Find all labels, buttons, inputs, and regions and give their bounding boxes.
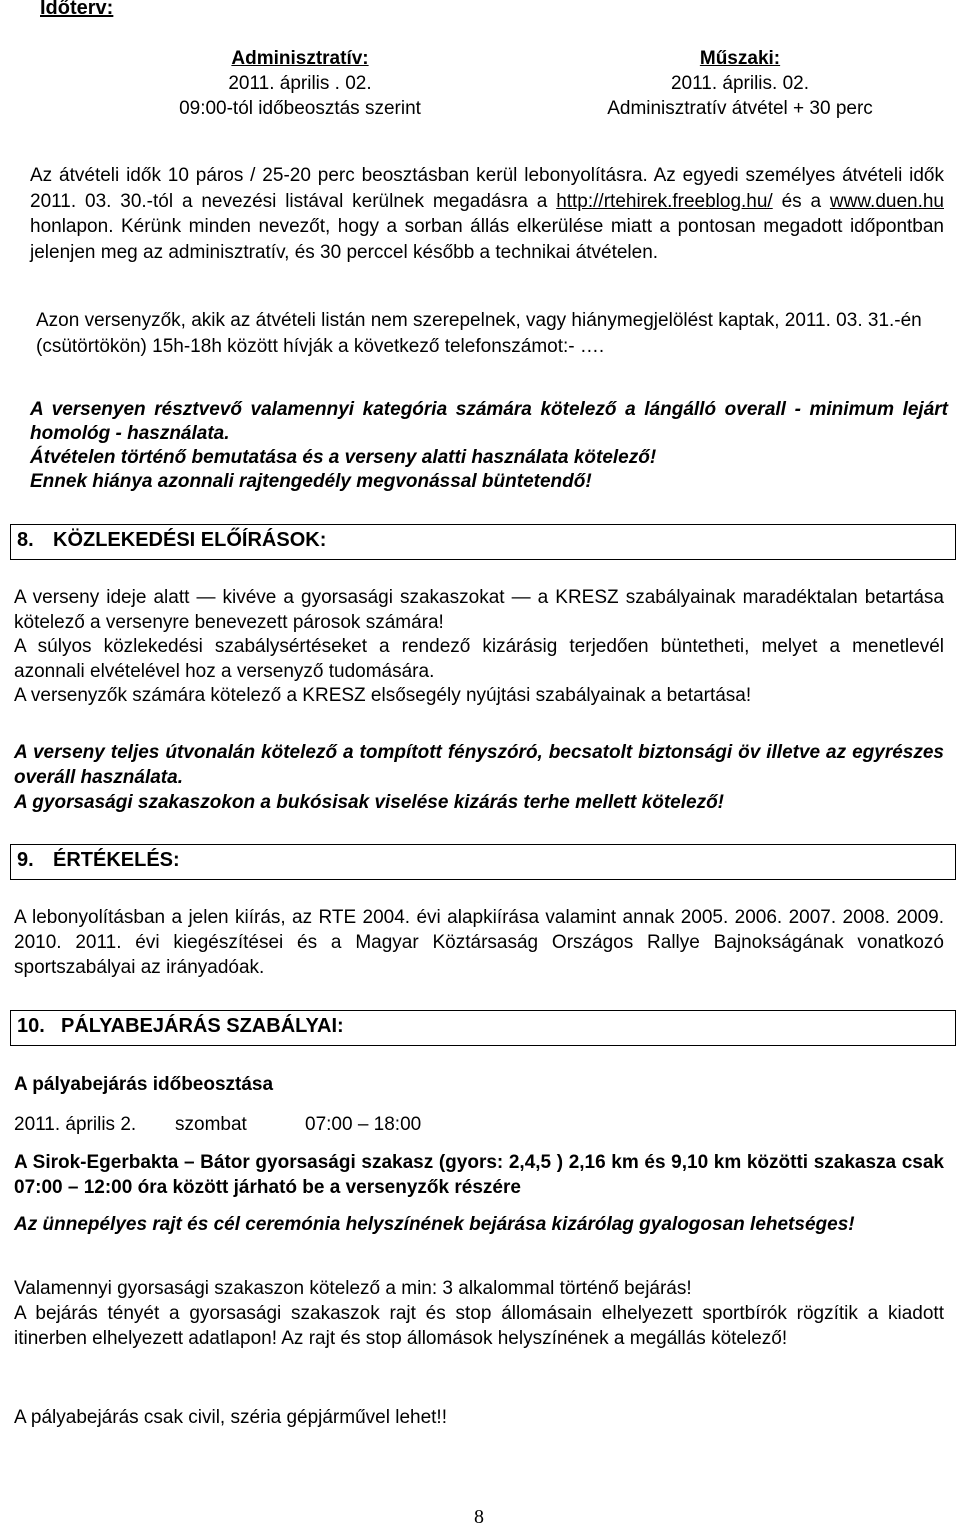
- admin-column: [150, 46, 450, 121]
- section-10-time: 07:00 – 18:00: [305, 1114, 422, 1135]
- tech-column: [550, 46, 930, 121]
- section-8-title: KÖZLEKEDÉSI ELŐÍRÁSOK:: [53, 529, 327, 551]
- section-9-body: A lebonyolításban a jelen kiírás, az RTE 2004. évi alapkiírása valamint annak 2005. 2006. 2007. 2008. 2009. 2010. 2011. évi kiegészítései és a Magyar Köztársaság Országos Rallye Bajnokságának vonatkozó sportszabályai az irányadóak.: [14, 907, 944, 978]
- tech-date: 2011. április. 02.: [670, 73, 809, 94]
- tech-heading: Műszaki:: [699, 48, 781, 69]
- intro-text-b: és a: [772, 190, 830, 212]
- section-10-ceremony-note: Az ünnepélyes rajt és cél ceremónia helyszínének bejárása kizárólag gyalogosan lehetséges!: [14, 1214, 855, 1235]
- admin-time: 09:00-tól időbeosztás szerint: [179, 98, 421, 119]
- page-number: 8: [474, 1506, 484, 1528]
- section-9-title: ÉRTÉKELÉS:: [53, 849, 180, 871]
- intro-text-a: Az átvételi idők 10 páros / 25-20 perc beosztásban kerül lebonyolításra. Az egyedi személyes átvételi idők 2011. 03. 30.-tól a nevezési listával kerülnek megadásra a: [30, 165, 944, 212]
- admin-date: 2011. április . 02.: [228, 73, 372, 94]
- section-10-header: [10, 1010, 956, 1046]
- section-10-subheading: A pályabejárás időbeosztása: [14, 1074, 274, 1095]
- admin-heading: Adminisztratív:: [231, 48, 369, 69]
- schedule-title: Időterv:: [40, 0, 114, 19]
- overall-penalty-line: Ennek hiánya azonnali rajtengedély megvonással büntetendő!: [30, 471, 592, 492]
- intro-paragraph: [30, 163, 944, 265]
- section-10-marshals: A bejárás tényét a gyorsasági szakaszok rajt és stop állomásain elhelyezett sportbírók rögzítik a kiadott itinerben elhelyezett adatlapon! Az rajt és stop állomások helyszínének a megállás kötelező!: [14, 1303, 944, 1349]
- section-8-header: [10, 524, 956, 560]
- tech-time: Adminisztratív átvétel + 30 perc: [607, 98, 873, 119]
- overall-presentation-line: Átvételen történő bemutatása és a verseny alatti használata kötelező!: [30, 447, 657, 468]
- section-8-kresz: A verseny ideje alatt — kivéve a gyorsasági szakaszokat — a KRESZ szabályainak maradéktalan betartása kötelező a versenyre benevezett párosok számára!: [14, 587, 944, 633]
- section-8-number: 8.: [17, 529, 34, 551]
- section-8-violations: A súlyos közlekedési szabálysértéseket a rendező kizárásig terjedően büntetheti, melyet a menetlevél azonnali elvételével hoz a versenyző tudomására.: [14, 636, 944, 682]
- section-10-min-runs: Valamennyi gyorsasági szakaszon kötelező a min: 3 alkalommal történő bejárás!: [14, 1278, 692, 1299]
- missing-list-paragraph: Azon versenyzők, akik az átvételi listán nem szerepelnek, vagy hiánymegjelölést kaptak, 2011. 03. 31.-én (csütörtökön) 15h-18h között hívják a következő telefonszámot:- ….: [36, 310, 922, 357]
- section-8-body: [14, 586, 944, 709]
- section-8-warnings: [14, 740, 944, 815]
- overall-warning-line: A versenyen résztvevő valamennyi kategória számára kötelező a lángálló overall - minimum lejárt homológ - használata.: [30, 399, 948, 444]
- intro-text-c: honlapon. Kérünk minden nevezőt, hogy a sorban állás elkerülése miatt a pontosan megadott időpontban jelenjen meg az adminisztratív, és 30 perccel később a technikai átvételen.: [30, 216, 944, 263]
- blog-link[interactable]: http://rtehirek.freeblog.hu/: [556, 190, 773, 212]
- duen-link[interactable]: www.duen.hu: [829, 190, 944, 212]
- section-10-title: PÁLYABEJÁRÁS SZABÁLYAI:: [61, 1015, 344, 1037]
- section-10-date: 2011. április 2.: [14, 1114, 137, 1135]
- section-10-rules: [14, 1276, 944, 1351]
- section-8-lights-warning: A verseny teljes útvonalán kötelező a tompított fényszóró, becsatolt biztonsági öv illetve az egyrészes overáll használata.: [14, 742, 944, 788]
- section-9-number: 9.: [17, 849, 34, 871]
- section-10-civil-car: A pályabejárás csak civil, széria gépjárművel lehet!!: [14, 1407, 447, 1428]
- section-8-first-aid: A versenyzők számára kötelező a KRESZ elsősegély nyújtási szabályainak a betartása!: [14, 685, 752, 706]
- section-10-number: 10.: [17, 1015, 45, 1037]
- section-8-helmet-warning: A gyorsasági szakaszokon a bukósisak viselése kizárás terhe mellett kötelező!: [14, 792, 725, 813]
- overall-warning: [30, 398, 948, 494]
- section-10-stage-restriction: A Sirok-Egerbakta – Bátor gyorsasági szakasz (gyors: 2,4,5 ) 2,16 km és 9,10 km közötti szakasza csak 07:00 – 12:00 óra között járható be a versenyzők részére: [14, 1152, 944, 1198]
- section-10-day: szombat: [175, 1114, 247, 1135]
- section-9-header: [10, 844, 956, 880]
